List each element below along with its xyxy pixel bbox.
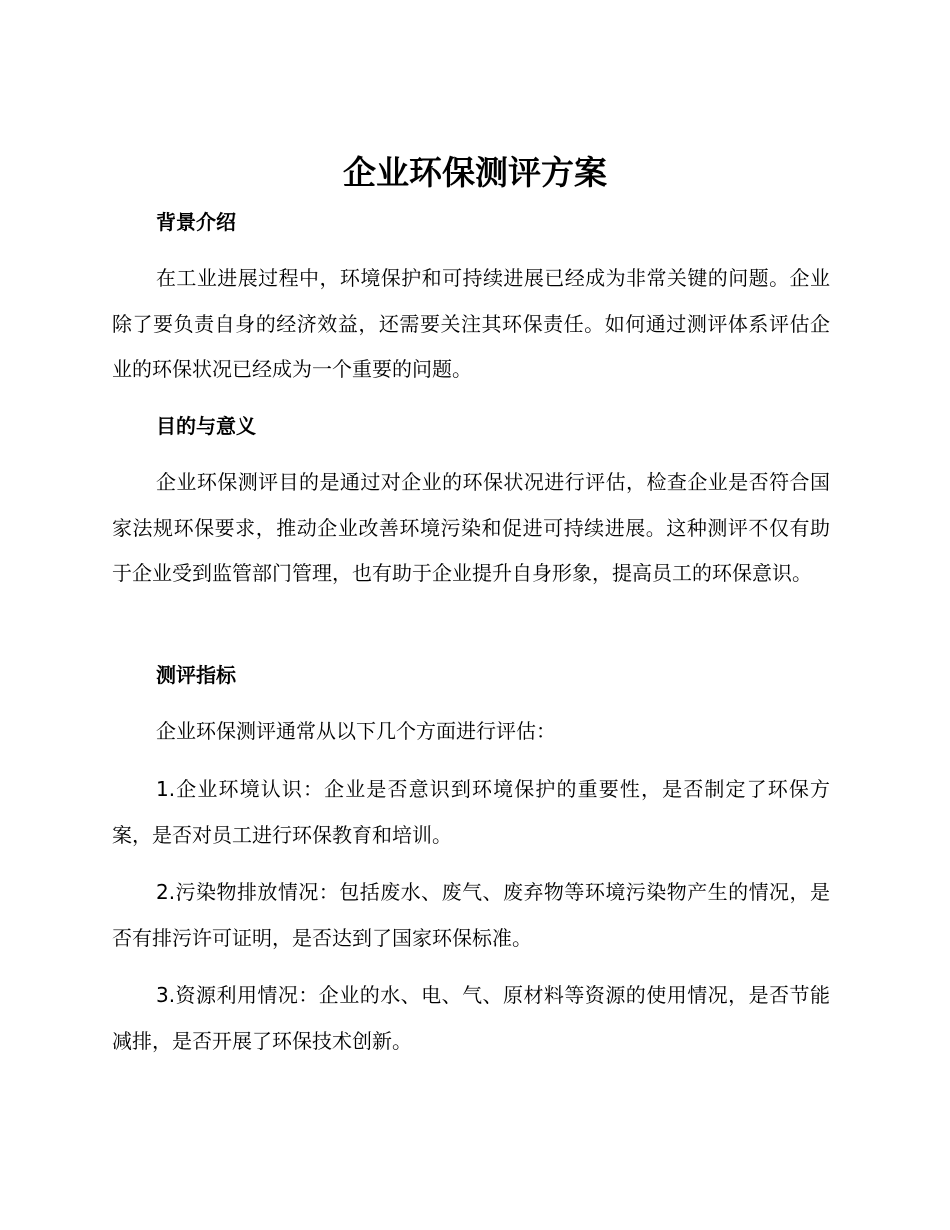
section-heading-indicators: 测评指标 <box>156 663 236 687</box>
section-heading-purpose: 目的与意义 <box>156 414 256 438</box>
section-paragraph: 企业环保测评目的是通过对企业的环保状况进行评估，检查企业是否符合国家法规环保要求，推动企业改善环境污染和促进可持续进展。这种测评不仅有助于企业受到监管部门管理，也有助于企业提升自身形象，提高员工的环保意识。 <box>112 470 830 585</box>
list-item-awareness: 1.企业环境认识：企业是否意识到环境保护的重要性，是否制定了环保方案，是否对员工进行环保教育和培训。 <box>112 777 830 847</box>
list-item-resources: 3.资源利用情况：企业的水、电、气、原材料等资源的使用情况，是否节能减排，是否开展了环保技术创新。 <box>112 983 830 1053</box>
document-title: 企业环保测评方案 <box>343 153 607 192</box>
section-heading-background: 背景介绍 <box>156 210 236 234</box>
section-paragraph: 企业环保测评通常从以下几个方面进行评估： <box>156 719 556 743</box>
section-paragraph: 在工业进展过程中，环境保护和可持续进展已经成为非常关键的问题。企业除了要负责自身的经济效益，还需要关注其环保责任。如何通过测评体系评估企业的环保状况已经成为一个重要的问题。 <box>112 266 830 381</box>
list-item-emissions: 2.污染物排放情况：包括废水、废气、废弃物等环境污染物产生的情况，是否有排污许可证明，是否达到了国家环保标准。 <box>112 880 830 950</box>
